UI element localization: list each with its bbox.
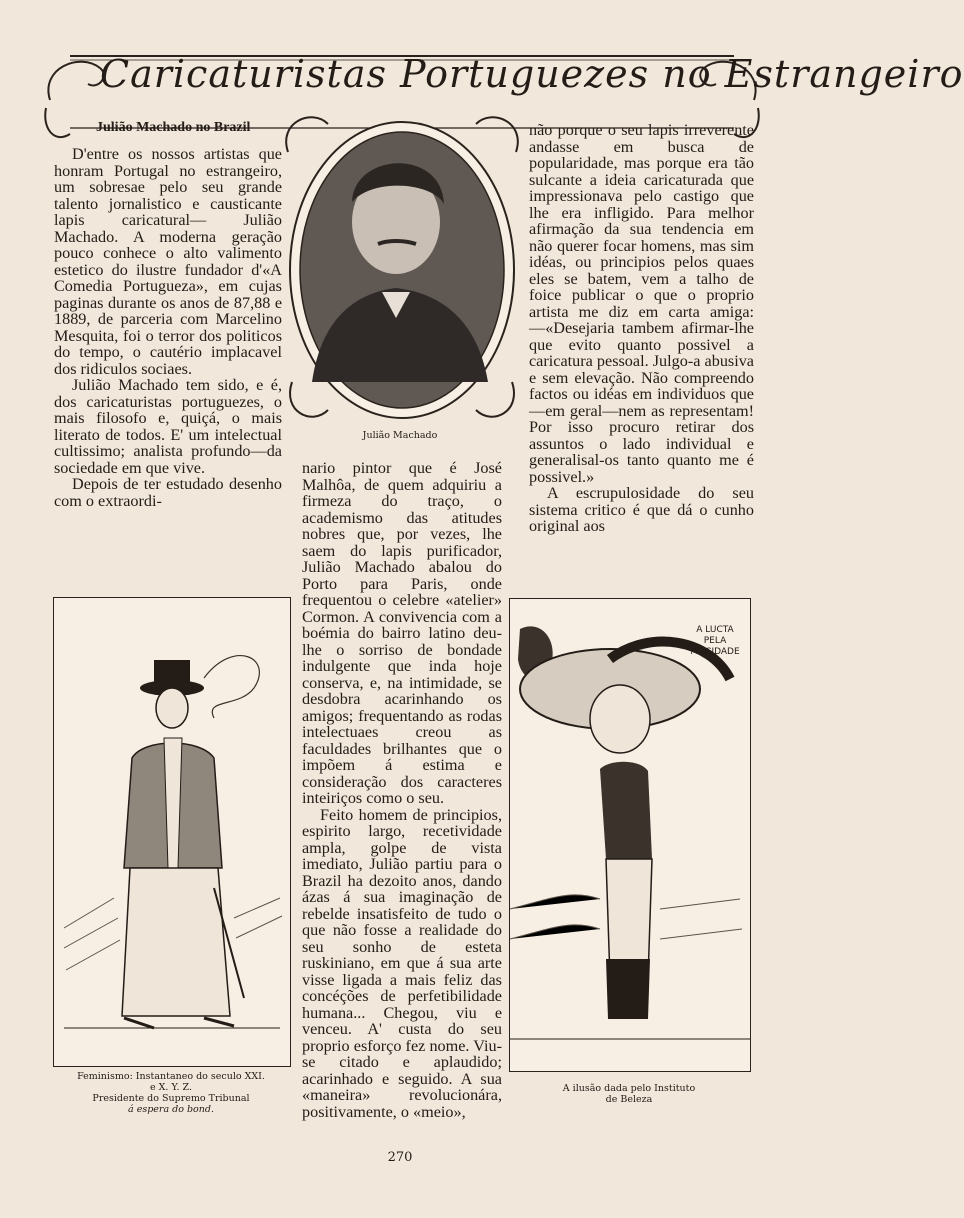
inscription-line: MOCIDADE — [690, 647, 740, 657]
right-cartoon-frame — [509, 598, 751, 1072]
left-cartoon-frame — [53, 597, 291, 1067]
article-column-1 — [54, 146, 282, 586]
page-title: Caricaturistas Portuguezes no Estrangeiro — [100, 52, 964, 96]
caption-line: Presidente do Supremo Tribunal — [92, 1093, 250, 1104]
feminismo-cartoon-illustration — [54, 598, 290, 1066]
caption-line: e X. Y. Z. — [150, 1082, 192, 1093]
paragraph: Feito homem de principios, espirito largo, recetividade ampla, golpe de vista imediato, Julião partiu para o Brazil ha dezoito anos, dando ázas á sua imaginação de rebelde insatisfeito de tudo o que não fosse a realidade do seu sonho de esteta ruskiniano, em que á sua arte visse ligada a mais feliz das concéções de perfetibilidade humana... Chegou, viu e venceu. A' custa do seu proprio esforço fez nome. Viu-se citado e aplaudido; acarinhado e seguido. A sua «maneira» revolucionára, positivamente, o «meio», — [302, 805, 502, 1121]
paragraph: Depois de ter estudado desenho com o extraordi- — [54, 475, 282, 510]
portrait-caption: Julião Machado — [362, 430, 438, 441]
article-heading: Julião Machado no Brazil — [96, 120, 251, 135]
page-number: 270 — [387, 1150, 413, 1165]
cartoon-inscription — [680, 625, 750, 658]
inscription-line: A LUCTA — [696, 625, 734, 635]
lucta-pela-mocidade-cartoon-illustration — [510, 599, 750, 1071]
paragraph: não porque o seu lapis irreverente andasse em busca de popularidade, mas porque era tão sulcante a ideia caricaturada que impressionava pelo castigo que lhe era infligido. Para melhor afirmação da sua tendencia em não querer focar homens, mas sim idéas, ou principios pelos quaes eles se batem, vem a talho de foice publicar o que o proprio artista me diz em carta amiga:—«Desejaria tambem afirmar-lhe que evito quanto possivel a caricatura pessoal. Julgo-a abusiva e sem elevação. Não compreendo factos ou idéas em individuos que—em geral—nem as representam! Por isso procuro retirar dos assuntos o lado individual e generalisal-os tanto quanto me é possivel.» — [529, 121, 754, 486]
caption-line: de Beleza — [605, 1094, 653, 1105]
portrait-frame — [282, 112, 522, 428]
article-column-2 — [302, 459, 502, 1121]
paragraph: A escrupulosidade do seu sistema critico é que dá o cunho original aos — [529, 484, 754, 535]
inscription-line: PELA — [703, 636, 727, 646]
paragraph: D'entre os nossos artistas que honram Portugal no estrangeiro, um sobresae pelo seu grande talento jornalistico e causticante lapis caricatural— Julião Machado. A moderna geração pouco conhece o alto valimento estetico do ilustre fundador d'«A Comedia Portugueza», em cujas paginas durante os anos de 87,88 e 1889, de parceria com Marcelino Mesquita, foi o terror dos politicos do tempo, o cautério implacavel dos ridiculos sociaes. — [54, 145, 282, 378]
left-cartoon-caption — [53, 1071, 289, 1115]
caption-line: Feminismo: Instantaneo do seculo XXI. — [77, 1071, 265, 1082]
caption-line: á espera do bond. — [128, 1104, 214, 1115]
paragraph: nario pintor que é José Malhôa, de quem adquiriu a firmeza do traço, o academismo das atitudes nobres que, por vezes, lhe saem do lapis purificador, Julião Machado abalou do Porto para Paris, onde frequentou o celebre «atelier» Cormon. A convivencia com a boémia do bairro latino deu-lhe o sorriso de bondade indulgente que inda hoje conserva, e, na intimidade, se desdobra acarinhando os amigos; frequentando as rodas intelectuaes creou as faculdades brilhantes que o impõem á estima e consideração dos caracteres inteiriços como o seu. — [302, 459, 502, 807]
caption-line: A ilusão dada pelo Instituto — [562, 1083, 696, 1094]
right-cartoon-caption — [509, 1083, 749, 1105]
paragraph: Julião Machado tem sido, e é, dos caricaturistas portuguezes, o mais filosofo e, quiçá, o mais literato de todos. E' um intelectual cultissimo; analista profundo—da sociedade em que vive. — [54, 376, 282, 477]
article-column-3 — [529, 122, 754, 592]
